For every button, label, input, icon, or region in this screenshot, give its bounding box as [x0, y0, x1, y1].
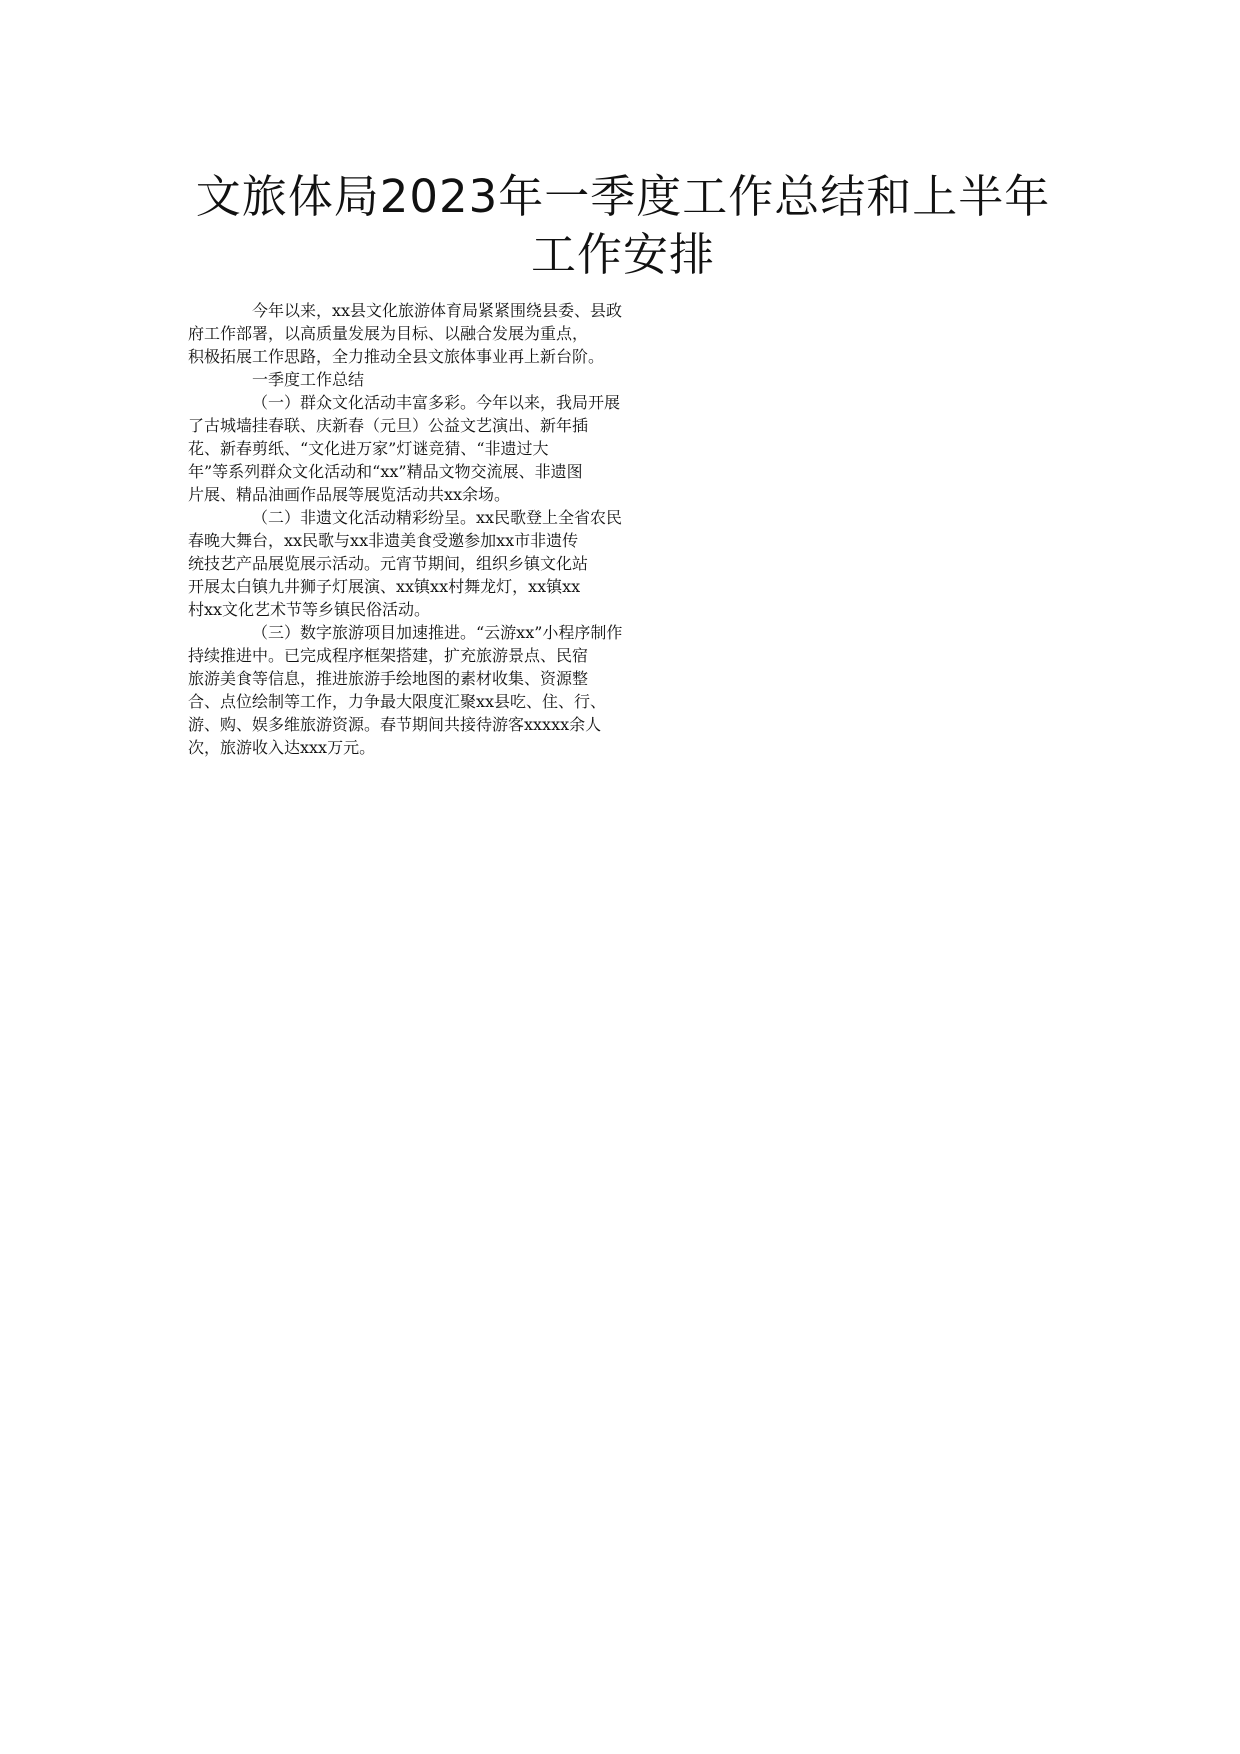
- paragraph-mass-culture: [188, 390, 1058, 505]
- title-line-1: 文旅体局2023年一季度工作总结和上半年: [195, 170, 1051, 223]
- paragraph-line: 了古城墙挂春联、庆新春（元旦）公益文艺演出、新年插: [188, 416, 589, 435]
- paragraph-line: （一）群众文化活动丰富多彩。今年以来，我局开展: [252, 393, 621, 412]
- document-title: [188, 168, 1058, 284]
- paragraph-line: 今年以来，xx县文化旅游体育局紧紧围绕县委、县政: [252, 301, 623, 320]
- paragraph-line: 年”等系列群众文化活动和“xx”精品文物交流展、非遗图: [188, 462, 583, 481]
- paragraph-line: 花、新春剪纸、“文化进万家”灯谜竞猜、“非遗过大: [188, 439, 549, 458]
- document-body: [188, 168, 1058, 758]
- paragraph-line: 次，旅游收入达xxx万元。: [188, 738, 376, 757]
- paragraph-line: 村xx文化艺术节等乡镇民俗活动。: [188, 600, 431, 619]
- paragraph-line: 统技艺产品展览展示活动。元宵节期间，组织乡镇文化站: [188, 554, 589, 573]
- paragraph-intangible-heritage: [188, 505, 1058, 620]
- section-heading-q1-summary: [188, 367, 1058, 390]
- paragraph-line: 片展、精品油画作品展等展览活动共xx余场。: [188, 485, 511, 504]
- paragraph-line: 持续推进中。已完成程序框架搭建，扩充旅游景点、民宿: [188, 646, 589, 665]
- paragraph-intro: [188, 298, 1058, 367]
- section-heading: 一季度工作总结: [252, 370, 365, 389]
- paragraph-line: 春晚大舞台，xx民歌与xx非遗美食受邀参加xx市非遗传: [188, 531, 579, 550]
- paragraph-line: （二）非遗文化活动精彩纷呈。xx民歌登上全省农民: [252, 508, 623, 527]
- paragraph-digital-tourism: [188, 620, 1058, 758]
- paragraph-line: 游、购、娱多维旅游资源。春节期间共接待游客xxxxx余人: [188, 715, 602, 734]
- paragraph-line: 开展太白镇九井狮子灯展演、xx镇xx村舞龙灯，xx镇xx: [188, 577, 581, 596]
- paragraph-line: 合、点位绘制等工作，力争最大限度汇聚xx县吃、住、行、: [188, 692, 607, 711]
- title-line-2: 工作安排: [530, 228, 715, 281]
- paragraph-line: 府工作部署，以高质量发展为目标、以融合发展为重点，: [188, 324, 589, 343]
- paragraph-line: 积极拓展工作思路，全力推动全县文旅体事业再上新台阶。: [188, 347, 605, 366]
- paragraph-line: （三）数字旅游项目加速推进。“云游xx”小程序制作: [252, 623, 623, 642]
- paragraph-line: 旅游美食等信息，推进旅游手绘地图的素材收集、资源整: [188, 669, 589, 688]
